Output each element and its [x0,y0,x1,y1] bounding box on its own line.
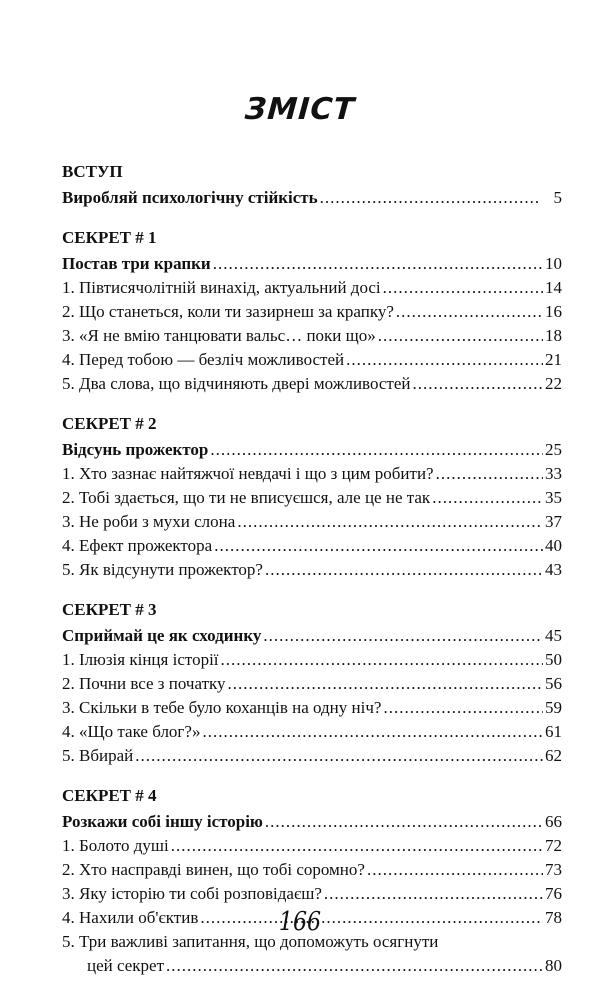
entry-label: 2. Хто насправді винен, що тобі соромно? [62,860,365,879]
entry-page: 37 [545,512,562,531]
entry-page: 35 [545,488,562,507]
leader-dots [237,510,543,534]
leader-dots [210,438,543,462]
section-heading: СЕКРЕТ # 4 [62,786,157,805]
entry-page: 56 [545,674,562,693]
toc-entry [62,648,562,672]
page-title: ЗМІСТ [243,92,357,127]
entry-page: 33 [545,464,562,483]
toc-entry [62,858,562,882]
toc-entry [62,534,562,558]
entry-page: 62 [545,746,562,765]
section-heading: СЕКРЕТ # 3 [62,600,157,619]
leader-dots [383,276,543,300]
toc-entry [62,696,562,720]
entry-page: 10 [545,254,562,273]
toc-entry-main [62,438,562,462]
entry-page: 21 [545,350,562,369]
leader-dots [166,954,543,978]
toc-entry [62,486,562,510]
toc-section-secret-1 [62,226,562,396]
entry-label: 4. Перед тобою — безліч можливостей [62,350,345,369]
entry-page: 14 [545,278,562,297]
section-heading: СЕКРЕТ # 1 [62,228,157,247]
leader-dots [263,624,543,648]
leader-dots [228,672,543,696]
toc-entry [62,276,562,300]
entry-label: 1. Ілюзія кінця історії [62,650,219,669]
entry-label: 1. Півтисячолітній винахід, актуальний досі [62,278,381,297]
entry-label: 2. Що станеться, коли ти зазирнеш за крапку? [62,302,394,321]
toc-entry [62,834,562,858]
toc-section-intro [62,160,562,210]
toc-entry [62,186,562,210]
leader-dots [320,186,538,210]
entry-label: 3. «Я не вмію танцювати вальс… поки що» [62,326,376,345]
entry-label: 4. Нахили об'єктив [62,908,199,927]
leader-dots [214,534,543,558]
entry-label: Виробляй психологічну стійкість [62,188,318,207]
toc-entry-main [62,810,562,834]
entry-page: 18 [545,326,562,345]
entry-page: 66 [545,812,562,831]
toc-entry [62,720,562,744]
leader-dots [265,558,543,582]
leader-dots [213,252,543,276]
entry-continuation [62,954,562,978]
entry-label: 3. Скільки в тебе було коханців на одну ніч? [62,698,382,717]
toc-entry [62,558,562,582]
leader-dots [202,720,543,744]
entry-label-line2: цей секрет [87,956,165,975]
entry-label: 2. Почни все з початку [62,674,226,693]
entry-page: 73 [545,860,562,879]
entry-label: Сприймай це як сходинку [62,626,262,645]
page-number: 166 [278,907,322,937]
toc-entry [62,882,562,906]
leader-dots [135,744,543,768]
entry-page: 16 [545,302,562,321]
entry-label: 1. Болото душі [62,836,169,855]
leader-dots [396,300,543,324]
section-heading: СЕКРЕТ # 2 [62,414,157,433]
toc-entry-main [62,252,562,276]
leader-dots [346,348,543,372]
entry-page: 80 [545,956,562,975]
leader-dots [378,324,543,348]
entry-label: 3. Яку історію ти собі розповідаєш? [62,884,322,903]
entry-page: 22 [545,374,562,393]
leader-dots [221,648,543,672]
entry-page: 40 [545,536,562,555]
entry-label: 2. Тобі здається, що ти не вписуєшся, але це не так [62,488,431,507]
toc-entry [62,348,562,372]
entry-label: 4. «Що таке блог?» [62,722,201,741]
toc-entry [62,372,562,396]
leader-dots [413,372,544,396]
leader-dots [367,858,543,882]
toc-entry [62,744,562,768]
toc-entry [62,462,562,486]
toc-entry [62,324,562,348]
entry-page: 76 [545,884,562,903]
entry-label: 1. Хто зазнає найтяжчої невдачі і що з цим робити? [62,464,434,483]
entry-label: 3. Не роби з мухи слона [62,512,236,531]
entry-page: 59 [545,698,562,717]
leader-dots [383,696,543,720]
table-of-contents [62,160,562,994]
leader-dots [171,834,543,858]
entry-page: 78 [545,908,562,927]
entry-label: 5. Два слова, що відчиняють двері можливостей [62,374,411,393]
toc-entry [62,672,562,696]
leader-dots [265,810,543,834]
entry-label: 4. Ефект прожектора [62,536,213,555]
toc-section-secret-2 [62,412,562,582]
entry-page: 25 [545,440,562,459]
leader-dots [432,486,543,510]
toc-section-secret-4 [62,784,562,978]
section-heading: ВСТУП [62,162,123,181]
entry-label: Постав три крапки [62,254,211,273]
entry-label: Розкажи собі іншу історію [62,812,263,831]
entry-page: 61 [545,722,562,741]
toc-entry [62,300,562,324]
toc-section-secret-3 [62,598,562,768]
leader-dots [436,462,543,486]
entry-label: 5. Як відсунути прожектор? [62,560,263,579]
entry-page: 43 [545,560,562,579]
entry-label: Відсунь прожектор [62,440,209,459]
entry-page: 45 [545,626,562,645]
entry-page: 72 [545,836,562,855]
entry-label: 5. Вбирай [62,746,134,765]
leader-dots [324,882,543,906]
toc-entry [62,510,562,534]
entry-page: 5 [553,188,562,207]
entry-page: 50 [545,650,562,669]
toc-entry-main [62,624,562,648]
entry-label-line1: 5. Три важливі запитання, що допоможуть осягнути [62,932,439,951]
toc-entry-multiline [62,930,562,978]
